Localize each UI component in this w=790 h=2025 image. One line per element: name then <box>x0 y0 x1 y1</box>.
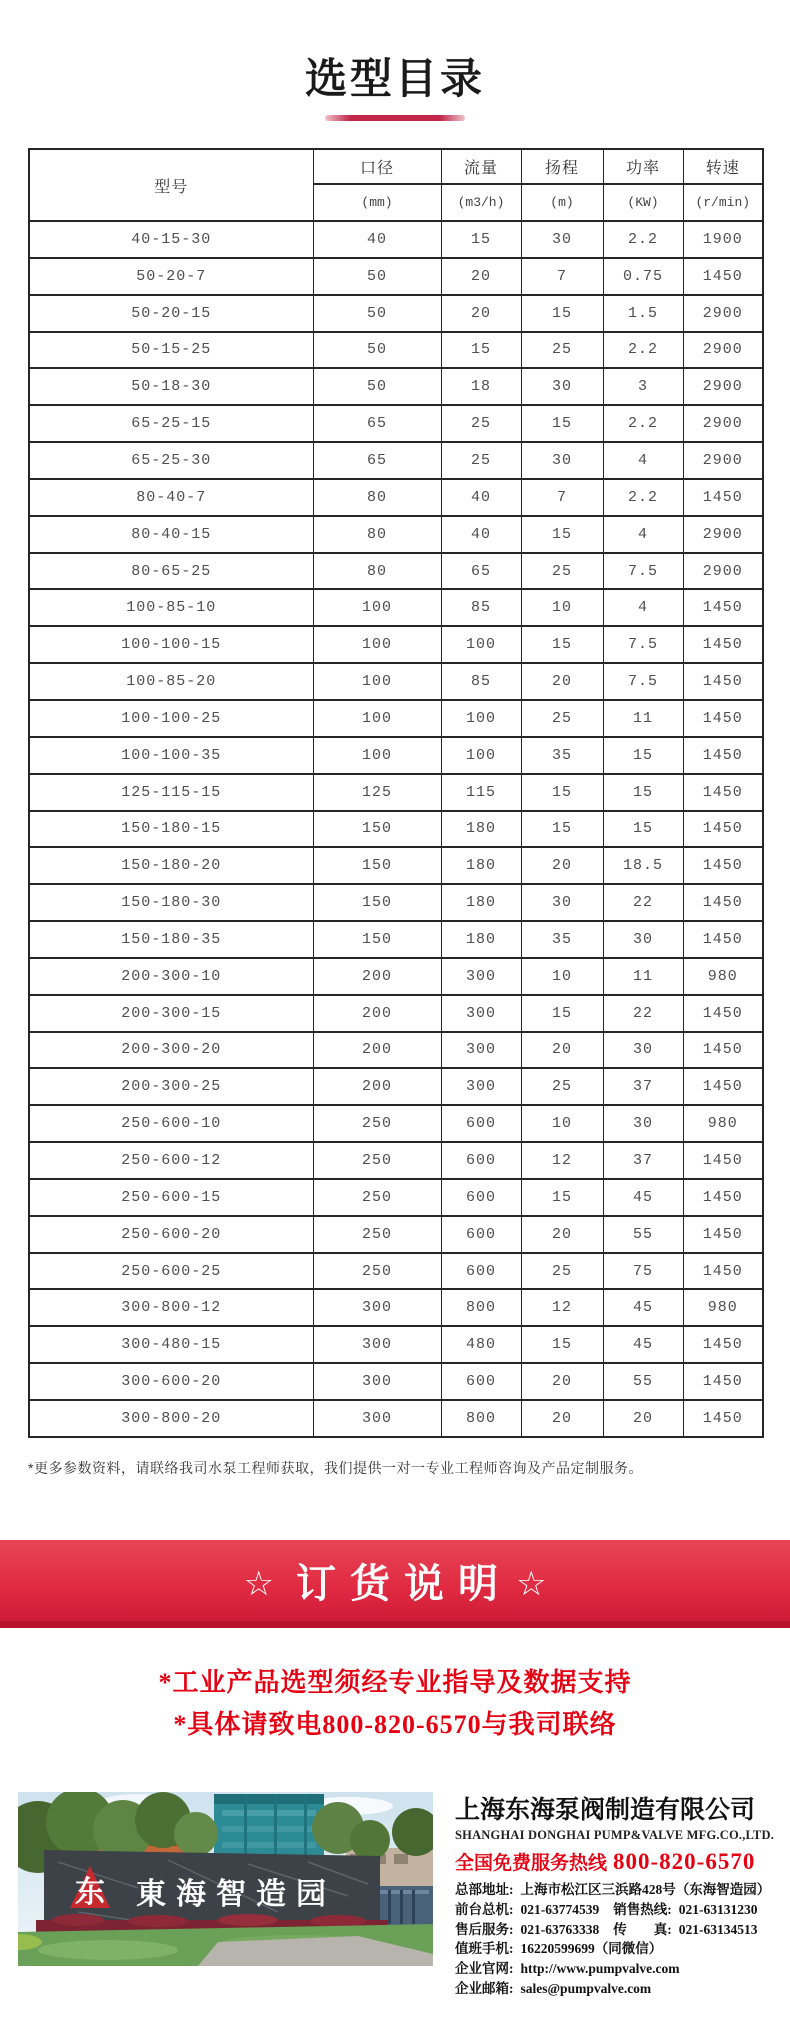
value-cell: 250 <box>313 1253 441 1290</box>
value-cell: 25 <box>441 442 521 479</box>
value-cell: 65 <box>313 442 441 479</box>
table-row <box>29 258 763 295</box>
contact-detail-line <box>455 1900 790 1920</box>
detail-value: 上海市松江区三浜路428号（东海智造园） <box>520 1882 771 1897</box>
factory-photo-illustration <box>18 1792 433 1966</box>
value-cell: 180 <box>441 921 521 958</box>
table-row <box>29 663 763 700</box>
table-row <box>29 553 763 590</box>
value-cell: 7.5 <box>603 663 683 700</box>
model-cell: 300-480-15 <box>29 1326 313 1363</box>
model-cell: 50-18-30 <box>29 368 313 405</box>
table-row <box>29 295 763 332</box>
model-cell: 80-40-7 <box>29 479 313 516</box>
value-cell: 50 <box>313 332 441 369</box>
value-cell: 300 <box>313 1400 441 1437</box>
banner-title: 订货说明 <box>296 1562 512 1606</box>
col-header-diameter: 口径 <box>313 149 441 184</box>
value-cell: 100 <box>313 737 441 774</box>
value-cell: 100 <box>313 700 441 737</box>
model-cell: 300-800-12 <box>29 1289 313 1326</box>
value-cell: 600 <box>441 1105 521 1142</box>
table-row <box>29 884 763 921</box>
contact-detail-line <box>455 1880 790 1900</box>
contact-detail-line <box>455 1920 790 1940</box>
value-cell: 20 <box>521 1363 603 1400</box>
company-info <box>455 1790 790 1999</box>
value-cell: 300 <box>313 1289 441 1326</box>
value-cell: 11 <box>603 700 683 737</box>
value-cell: 2900 <box>683 332 763 369</box>
model-cell: 50-20-15 <box>29 295 313 332</box>
value-cell: 22 <box>603 884 683 921</box>
model-cell: 100-100-35 <box>29 737 313 774</box>
model-cell: 200-300-15 <box>29 995 313 1032</box>
value-cell: 2.2 <box>603 479 683 516</box>
star-icon: ☆ <box>243 1565 274 1603</box>
model-cell: 300-800-20 <box>29 1400 313 1437</box>
value-cell: 2900 <box>683 553 763 590</box>
value-cell: 20 <box>521 1032 603 1069</box>
value-cell: 2.2 <box>603 332 683 369</box>
value-cell: 600 <box>441 1216 521 1253</box>
value-cell: 20 <box>521 1216 603 1253</box>
star-icon: ☆ <box>516 1565 547 1603</box>
value-cell: 7 <box>521 479 603 516</box>
value-cell: 2900 <box>683 442 763 479</box>
model-cell: 150-180-15 <box>29 811 313 848</box>
factory-photo <box>18 1792 433 1966</box>
value-cell: 1450 <box>683 737 763 774</box>
table-row <box>29 516 763 553</box>
detail-label: 企业邮箱: <box>455 1980 514 1996</box>
model-cell: 200-300-10 <box>29 958 313 995</box>
value-cell: 250 <box>313 1105 441 1142</box>
value-cell: 25 <box>521 1068 603 1105</box>
value-cell: 1450 <box>683 1326 763 1363</box>
value-cell: 15 <box>521 995 603 1032</box>
detail-label: 值班手机: <box>455 1941 514 1957</box>
value-cell: 15 <box>521 1326 603 1363</box>
page-title: 选型目录 <box>304 55 485 102</box>
value-cell: 2900 <box>683 295 763 332</box>
detail-label: 企业官网: <box>455 1961 514 1977</box>
value-cell: 1450 <box>683 1363 763 1400</box>
value-cell: 300 <box>313 1363 441 1400</box>
value-cell: 80 <box>313 479 441 516</box>
value-cell: 20 <box>521 663 603 700</box>
value-cell: 150 <box>313 884 441 921</box>
value-cell: 7.5 <box>603 553 683 590</box>
detail-value: 021-63134513 <box>678 1921 758 1937</box>
value-cell: 40 <box>313 221 441 258</box>
value-cell: 3 <box>603 368 683 405</box>
table-row <box>29 811 763 848</box>
value-cell: 1450 <box>683 1142 763 1179</box>
table-row <box>29 332 763 369</box>
value-cell: 600 <box>441 1253 521 1290</box>
value-cell: 250 <box>313 1216 441 1253</box>
value-cell: 20 <box>441 258 521 295</box>
value-cell: 2.2 <box>603 405 683 442</box>
value-cell: 15 <box>521 516 603 553</box>
value-cell: 2.2 <box>603 221 683 258</box>
value-cell: 600 <box>441 1179 521 1216</box>
contact-detail-line <box>455 1959 790 1979</box>
table-row <box>29 405 763 442</box>
value-cell: 480 <box>441 1326 521 1363</box>
value-cell: 15 <box>521 626 603 663</box>
col-header-power: 功率 <box>603 149 683 184</box>
value-cell: 18 <box>441 368 521 405</box>
value-cell: 30 <box>521 221 603 258</box>
value-cell: 200 <box>313 1032 441 1069</box>
value-cell: 1450 <box>683 700 763 737</box>
model-cell: 150-180-20 <box>29 847 313 884</box>
value-cell: 65 <box>313 405 441 442</box>
value-cell: 4 <box>603 589 683 626</box>
model-cell: 250-600-10 <box>29 1105 313 1142</box>
table-row <box>29 368 763 405</box>
value-cell: 150 <box>313 921 441 958</box>
value-cell: 1450 <box>683 479 763 516</box>
value-cell: 1450 <box>683 921 763 958</box>
table-body <box>29 221 763 1437</box>
order-notice-banner <box>0 1540 790 1628</box>
value-cell: 150 <box>313 847 441 884</box>
value-cell: 1450 <box>683 884 763 921</box>
col-header-flow: 流量 <box>441 149 521 184</box>
value-cell: 50 <box>313 368 441 405</box>
value-cell: 25 <box>521 332 603 369</box>
title-underline-decoration <box>325 115 465 121</box>
value-cell: 980 <box>683 1105 763 1142</box>
model-cell: 300-600-20 <box>29 1363 313 1400</box>
value-cell: 600 <box>441 1142 521 1179</box>
unit-head: (m) <box>521 184 603 221</box>
model-cell: 50-20-7 <box>29 258 313 295</box>
value-cell: 30 <box>521 884 603 921</box>
table-row <box>29 1105 763 1142</box>
value-cell: 15 <box>603 737 683 774</box>
model-cell: 250-600-25 <box>29 1253 313 1290</box>
value-cell: 30 <box>603 1032 683 1069</box>
value-cell: 180 <box>441 884 521 921</box>
table-row <box>29 921 763 958</box>
table-row <box>29 700 763 737</box>
model-cell: 80-65-25 <box>29 553 313 590</box>
value-cell: 15 <box>521 811 603 848</box>
contact-details <box>455 1880 790 1999</box>
table-row <box>29 958 763 995</box>
value-cell: 18.5 <box>603 847 683 884</box>
value-cell: 600 <box>441 1363 521 1400</box>
value-cell: 7 <box>521 258 603 295</box>
value-cell: 1450 <box>683 1179 763 1216</box>
value-cell: 300 <box>441 1032 521 1069</box>
value-cell: 100 <box>313 626 441 663</box>
model-cell: 250-600-20 <box>29 1216 313 1253</box>
value-cell: 15 <box>603 811 683 848</box>
value-cell: 75 <box>603 1253 683 1290</box>
value-cell: 1450 <box>683 811 763 848</box>
value-cell: 55 <box>603 1216 683 1253</box>
value-cell: 20 <box>521 847 603 884</box>
value-cell: 250 <box>313 1179 441 1216</box>
value-cell: 2900 <box>683 368 763 405</box>
value-cell: 1450 <box>683 1216 763 1253</box>
unit-diameter: (mm) <box>313 184 441 221</box>
value-cell: 40 <box>441 516 521 553</box>
table-row <box>29 589 763 626</box>
value-cell: 15 <box>441 332 521 369</box>
value-cell: 30 <box>603 1105 683 1142</box>
value-cell: 10 <box>521 958 603 995</box>
table-row <box>29 1363 763 1400</box>
detail-value: 021-63774539 <box>520 1901 600 1917</box>
value-cell: 15 <box>441 221 521 258</box>
model-cell: 65-25-30 <box>29 442 313 479</box>
value-cell: 25 <box>521 700 603 737</box>
value-cell: 300 <box>313 1326 441 1363</box>
value-cell: 4 <box>603 516 683 553</box>
model-cell: 200-300-25 <box>29 1068 313 1105</box>
value-cell: 1450 <box>683 589 763 626</box>
value-cell: 980 <box>683 1289 763 1326</box>
value-cell: 25 <box>441 405 521 442</box>
table-row <box>29 1142 763 1179</box>
value-cell: 100 <box>313 589 441 626</box>
value-cell: 1450 <box>683 995 763 1032</box>
unit-speed: (r/min) <box>683 184 763 221</box>
value-cell: 80 <box>313 553 441 590</box>
table-row <box>29 774 763 811</box>
selection-table <box>28 148 764 1438</box>
table-row <box>29 221 763 258</box>
value-cell: 1450 <box>683 1253 763 1290</box>
model-cell: 100-85-20 <box>29 663 313 700</box>
value-cell: 50 <box>313 258 441 295</box>
model-cell: 200-300-20 <box>29 1032 313 1069</box>
model-cell: 250-600-15 <box>29 1179 313 1216</box>
table-row <box>29 1032 763 1069</box>
contact-detail-line <box>455 1979 790 1999</box>
value-cell: 45 <box>603 1289 683 1326</box>
table-row <box>29 995 763 1032</box>
value-cell: 300 <box>441 958 521 995</box>
detail-label: 销售热线: <box>613 1901 672 1917</box>
notice-lines <box>0 1662 790 1746</box>
value-cell: 200 <box>313 995 441 1032</box>
value-cell: 800 <box>441 1289 521 1326</box>
footnote: *更多参数资料，请联络我司水泵工程师获取，我们提供一对一专业工程师咨询及产品定制服务。 <box>28 1460 643 1476</box>
value-cell: 1450 <box>683 1032 763 1069</box>
table-row <box>29 1400 763 1437</box>
detail-label: 前台总机: <box>455 1901 514 1917</box>
table-row <box>29 1326 763 1363</box>
value-cell: 22 <box>603 995 683 1032</box>
value-cell: 200 <box>313 1068 441 1105</box>
value-cell: 300 <box>441 1068 521 1105</box>
value-cell: 1450 <box>683 847 763 884</box>
value-cell: 4 <box>603 442 683 479</box>
model-cell: 150-180-35 <box>29 921 313 958</box>
value-cell: 1.5 <box>603 295 683 332</box>
value-cell: 80 <box>313 516 441 553</box>
value-cell: 50 <box>313 295 441 332</box>
value-cell: 100 <box>441 700 521 737</box>
model-cell: 125-115-15 <box>29 774 313 811</box>
value-cell: 980 <box>683 958 763 995</box>
value-cell: 30 <box>521 442 603 479</box>
table-row <box>29 1068 763 1105</box>
unit-flow: (m3/h) <box>441 184 521 221</box>
value-cell: 85 <box>441 663 521 700</box>
value-cell: 250 <box>313 1142 441 1179</box>
col-header-model: 型号 <box>29 149 313 221</box>
detail-value: 021-63131230 <box>678 1901 758 1917</box>
model-cell: 40-15-30 <box>29 221 313 258</box>
company-name-en: SHANGHAI DONGHAI PUMP&VALVE MFG.CO.,LTD. <box>455 1828 775 1842</box>
value-cell: 7.5 <box>603 626 683 663</box>
table-row <box>29 1289 763 1326</box>
value-cell: 2900 <box>683 516 763 553</box>
value-cell: 85 <box>441 589 521 626</box>
value-cell: 65 <box>441 553 521 590</box>
table-row <box>29 737 763 774</box>
value-cell: 1450 <box>683 1068 763 1105</box>
model-cell: 250-600-12 <box>29 1142 313 1179</box>
logo-character: 东 <box>75 1876 105 1909</box>
value-cell: 180 <box>441 811 521 848</box>
value-cell: 20 <box>441 295 521 332</box>
value-cell: 1450 <box>683 663 763 700</box>
value-cell: 25 <box>521 553 603 590</box>
model-cell: 80-40-15 <box>29 516 313 553</box>
value-cell: 37 <box>603 1068 683 1105</box>
notice-line-2: *具体请致电800-820-6570与我司联络 <box>173 1710 617 1739</box>
value-cell: 30 <box>521 368 603 405</box>
model-cell: 100-85-10 <box>29 589 313 626</box>
model-cell: 100-100-25 <box>29 700 313 737</box>
value-cell: 100 <box>441 626 521 663</box>
value-cell: 1450 <box>683 258 763 295</box>
value-cell: 45 <box>603 1179 683 1216</box>
value-cell: 300 <box>441 995 521 1032</box>
value-cell: 40 <box>441 479 521 516</box>
model-cell: 65-25-15 <box>29 405 313 442</box>
value-cell: 45 <box>603 1326 683 1363</box>
value-cell: 180 <box>441 847 521 884</box>
value-cell: 10 <box>521 1105 603 1142</box>
notice-line-1: *工业产品选型须经专业指导及数据支持 <box>158 1668 632 1697</box>
contact-detail-line <box>455 1939 790 1959</box>
table-row <box>29 1216 763 1253</box>
table-row <box>29 442 763 479</box>
hotline-number: 800-820-6570 <box>613 1849 756 1874</box>
value-cell: 0.75 <box>603 258 683 295</box>
value-cell: 35 <box>521 737 603 774</box>
value-cell: 10 <box>521 589 603 626</box>
unit-power: (KW) <box>603 184 683 221</box>
detail-label: 总部地址: <box>455 1882 514 1897</box>
col-header-speed: 转速 <box>683 149 763 184</box>
value-cell: 12 <box>521 1289 603 1326</box>
value-cell: 800 <box>441 1400 521 1437</box>
value-cell: 55 <box>603 1363 683 1400</box>
value-cell: 35 <box>521 921 603 958</box>
value-cell: 15 <box>603 774 683 811</box>
value-cell: 125 <box>313 774 441 811</box>
value-cell: 15 <box>521 774 603 811</box>
value-cell: 200 <box>313 958 441 995</box>
value-cell: 150 <box>313 811 441 848</box>
detail-label: 传 真: <box>613 1921 672 1937</box>
value-cell: 15 <box>521 405 603 442</box>
value-cell: 1450 <box>683 626 763 663</box>
value-cell: 30 <box>603 921 683 958</box>
value-cell: 1450 <box>683 774 763 811</box>
detail-value: http://www.pumpvalve.com <box>520 1961 680 1977</box>
value-cell: 2900 <box>683 405 763 442</box>
hotline <box>455 1848 790 1875</box>
hotline-label: 全国免费服务热线 <box>455 1853 608 1874</box>
value-cell: 12 <box>521 1142 603 1179</box>
value-cell: 15 <box>521 295 603 332</box>
model-cell: 50-15-25 <box>29 332 313 369</box>
col-header-head: 扬程 <box>521 149 603 184</box>
value-cell: 100 <box>313 663 441 700</box>
value-cell: 115 <box>441 774 521 811</box>
detail-value: sales@pumpvalve.com <box>520 1980 652 1996</box>
model-cell: 100-100-15 <box>29 626 313 663</box>
value-cell: 20 <box>603 1400 683 1437</box>
table-row <box>29 1253 763 1290</box>
detail-value: 16220599699（同微信） <box>520 1941 663 1957</box>
value-cell: 1900 <box>683 221 763 258</box>
detail-value: 021-63763338 <box>520 1921 600 1937</box>
company-name-cn: 上海东海泵阀制造有限公司 <box>455 1796 756 1824</box>
park-sign-text: 東海智造园 <box>136 1878 336 1911</box>
table-row <box>29 1179 763 1216</box>
value-cell: 25 <box>521 1253 603 1290</box>
table-row <box>29 847 763 884</box>
table-row <box>29 479 763 516</box>
value-cell: 15 <box>521 1179 603 1216</box>
table-row <box>29 626 763 663</box>
value-cell: 100 <box>441 737 521 774</box>
detail-label: 售后服务: <box>455 1921 514 1937</box>
value-cell: 37 <box>603 1142 683 1179</box>
value-cell: 1450 <box>683 1400 763 1437</box>
value-cell: 11 <box>603 958 683 995</box>
model-cell: 150-180-30 <box>29 884 313 921</box>
value-cell: 20 <box>521 1400 603 1437</box>
